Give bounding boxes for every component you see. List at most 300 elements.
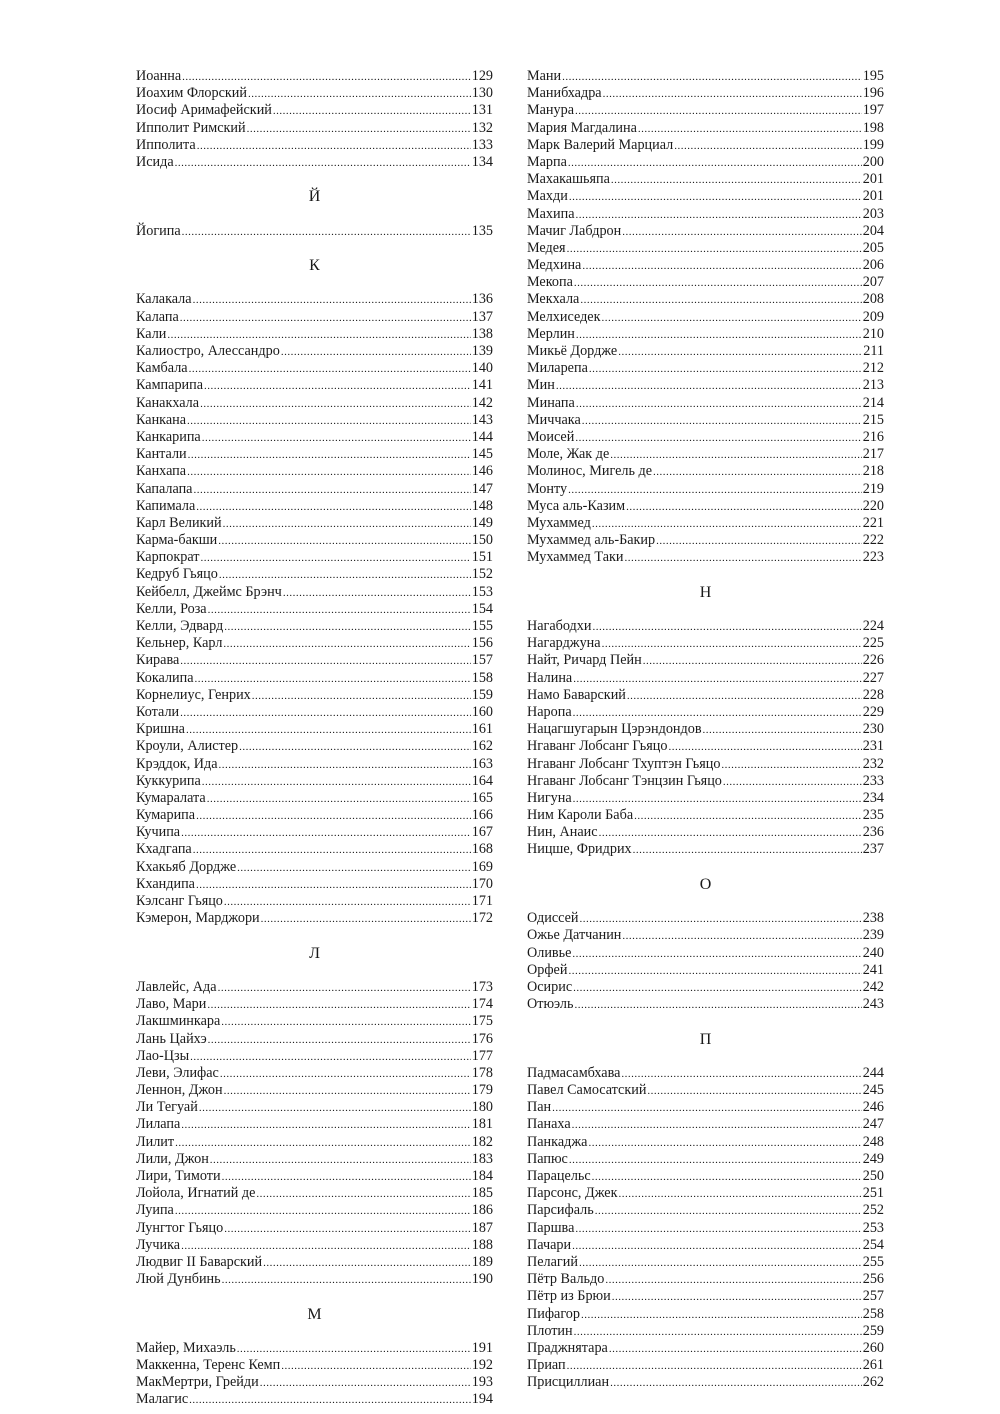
entry-name: Лаво, Мари <box>136 996 207 1013</box>
entry-page-number: 186 <box>471 1202 493 1219</box>
dot-leader <box>199 1100 471 1117</box>
entry-name: Папюс <box>527 1150 568 1167</box>
index-entry <box>527 360 884 377</box>
entry-page-number: 150 <box>471 532 493 549</box>
entry-name: Мекхала <box>527 291 580 308</box>
entry-name: Кхадгапа <box>136 841 192 858</box>
dot-leader <box>572 1117 862 1134</box>
entry-page-number: 230 <box>862 721 884 738</box>
entry-page-number: 137 <box>471 308 493 325</box>
entry-page-number: 200 <box>862 153 884 170</box>
index-entry <box>527 635 884 652</box>
index-entry <box>527 1202 884 1219</box>
index-entry <box>527 257 884 274</box>
entry-name: Найт, Ричард Пейн <box>527 652 642 669</box>
entry-page-number: 253 <box>862 1219 884 1236</box>
index-entry <box>527 807 884 824</box>
dot-leader <box>592 1169 862 1186</box>
dot-leader <box>721 757 861 774</box>
index-entry <box>527 154 884 171</box>
entry-name: Канкана <box>136 411 187 428</box>
entry-page-number: 242 <box>862 978 884 995</box>
index-entry <box>527 704 884 721</box>
dot-leader <box>186 722 471 739</box>
entry-name: Кейбелл, Джеймс Брэнч <box>136 583 282 600</box>
index-entry <box>136 532 493 549</box>
dot-leader <box>574 997 861 1014</box>
index-entry <box>136 773 493 790</box>
entry-page-number: 133 <box>471 136 493 153</box>
entry-name: Медея <box>527 239 566 256</box>
dot-leader <box>609 1341 862 1358</box>
entry-name: Оливье <box>527 944 572 961</box>
entry-name: Нгаванг Лобсанг Тхуптэн Гьяцо <box>527 755 721 772</box>
index-entry <box>527 377 884 394</box>
entry-name: Наропа <box>527 703 572 720</box>
index-entry <box>527 910 884 927</box>
entry-name: Ожье Датчанин <box>527 927 622 944</box>
index-entry <box>136 618 493 635</box>
entry-page-number: 255 <box>862 1253 884 1270</box>
entry-page-number: 149 <box>471 514 493 531</box>
dot-leader <box>283 585 471 602</box>
index-entry <box>527 1151 884 1168</box>
entry-name: Лучика <box>136 1236 181 1253</box>
dot-leader <box>195 671 471 688</box>
index-entry <box>136 704 493 721</box>
entry-name: Кедруб Гьяцо <box>136 566 218 583</box>
dot-leader <box>622 928 861 945</box>
entry-name: Кхакьяб Дордже <box>136 858 237 875</box>
entry-name: Кельнер, Карл <box>136 635 223 652</box>
entry-page-number: 182 <box>471 1133 493 1150</box>
entry-name: Одиссей <box>527 910 579 927</box>
entry-name: Плотин <box>527 1322 573 1339</box>
dot-leader <box>193 842 471 859</box>
index-entry <box>136 1168 493 1185</box>
entry-page-number: 162 <box>471 738 493 755</box>
entry-name: Молинос, Мигель де <box>527 463 653 480</box>
dot-leader <box>281 344 471 361</box>
index-entry <box>527 171 884 188</box>
entry-name: Мухаммед <box>527 514 591 531</box>
entry-page-number: 249 <box>862 1150 884 1167</box>
entry-page-number: 132 <box>471 119 493 136</box>
entry-name: Миларепа <box>527 360 588 377</box>
dot-leader <box>601 310 861 327</box>
dot-leader <box>180 653 470 670</box>
entry-page-number: 237 <box>862 841 884 858</box>
entry-name: Лань Цайхэ <box>136 1030 207 1047</box>
entry-page-number: 206 <box>862 257 884 274</box>
dot-leader <box>189 361 471 378</box>
index-entry <box>136 1065 493 1082</box>
entry-page-number: 130 <box>471 85 493 102</box>
index-entry <box>136 1220 493 1237</box>
entry-name: Келли, Эдвард <box>136 618 224 634</box>
index-entry <box>527 498 884 515</box>
dot-leader <box>247 121 471 138</box>
index-entry <box>136 1031 493 1048</box>
entry-page-number: 168 <box>471 841 493 858</box>
dot-leader <box>611 172 862 189</box>
index-entry <box>136 446 493 463</box>
index-entry <box>527 463 884 480</box>
index-entry <box>136 102 493 119</box>
dot-leader <box>180 310 471 327</box>
dot-leader <box>612 1289 862 1306</box>
entry-page-number: 235 <box>862 807 884 824</box>
index-entry <box>527 618 884 635</box>
entry-page-number: 165 <box>471 789 493 806</box>
entry-name: Паршва <box>527 1219 575 1236</box>
entry-page-number: 191 <box>471 1339 493 1356</box>
dot-leader <box>569 1152 862 1169</box>
section-letter-heading: Н <box>699 583 712 601</box>
index-entry <box>136 687 493 704</box>
index-entry <box>136 635 493 652</box>
entry-page-number: 190 <box>471 1271 493 1288</box>
entry-name: Парацельс <box>527 1168 591 1184</box>
entry-name: Мерлин <box>527 325 575 342</box>
dot-leader <box>567 241 862 258</box>
dot-leader <box>175 1203 471 1220</box>
index-entry <box>527 291 884 308</box>
index-entry <box>527 756 884 773</box>
dot-leader <box>200 550 470 567</box>
index-entry <box>527 687 884 704</box>
entry-page-number: 212 <box>862 360 884 377</box>
dot-leader <box>196 499 470 516</box>
entry-page-number: 174 <box>471 996 493 1013</box>
index-entry <box>136 498 493 515</box>
entry-name: Мухаммед аль-Бакир <box>527 532 656 549</box>
dot-leader <box>222 1272 471 1289</box>
entry-name: Пан <box>527 1099 552 1116</box>
entry-name: Малагис <box>136 1391 189 1408</box>
dot-leader <box>187 413 471 430</box>
entry-page-number: 226 <box>862 652 884 669</box>
index-entry <box>527 945 884 962</box>
dot-leader <box>167 327 470 344</box>
entry-page-number: 203 <box>862 205 884 222</box>
entry-name: Махди <box>527 188 568 205</box>
index-entry <box>527 395 884 412</box>
entry-page-number: 164 <box>471 772 493 789</box>
index-entry <box>136 824 493 841</box>
entry-page-number: 135 <box>471 222 493 239</box>
dot-leader <box>237 860 471 877</box>
dot-leader <box>224 619 470 636</box>
index-entry <box>136 790 493 807</box>
index-entry <box>136 1374 493 1391</box>
entry-page-number: 251 <box>862 1185 884 1202</box>
dot-leader <box>175 155 471 172</box>
dot-leader <box>573 671 861 688</box>
entry-name: Майер, Михаэль <box>136 1339 236 1356</box>
index-entry <box>136 1271 493 1288</box>
dot-leader <box>218 533 470 550</box>
dot-leader <box>568 963 861 980</box>
entry-page-number: 147 <box>471 480 493 497</box>
entry-page-number: 208 <box>862 291 884 308</box>
entry-name: Кумарипа <box>136 807 196 824</box>
entry-name: Муса аль-Казим <box>527 497 626 514</box>
entry-name: Леннон, Джон <box>136 1082 223 1099</box>
entry-page-number: 261 <box>862 1357 884 1374</box>
entry-name: Лили, Джон <box>136 1150 209 1167</box>
entry-name: Луипа <box>136 1202 174 1219</box>
dot-leader <box>579 1255 862 1272</box>
entry-name: Манибхадра <box>527 85 602 102</box>
entry-name: Ли Тегуай <box>136 1099 198 1116</box>
entry-name: МакМертри, Грейди <box>136 1374 259 1391</box>
entry-page-number: 139 <box>471 343 493 359</box>
entry-name: Маккенна, Теренс Кемп <box>136 1357 281 1374</box>
index-entry <box>527 790 884 807</box>
index-entry <box>136 137 493 154</box>
entry-page-number: 258 <box>862 1305 884 1322</box>
entry-page-number: 192 <box>471 1357 493 1374</box>
entry-page-number: 188 <box>471 1236 493 1253</box>
dot-leader <box>599 825 862 842</box>
index-column-left <box>136 68 493 1409</box>
dot-leader <box>580 911 862 928</box>
entry-name: Кирава <box>136 652 180 669</box>
dot-leader <box>674 138 861 155</box>
entry-name: Медхина <box>527 257 582 274</box>
entry-name: Иоанна <box>136 68 182 84</box>
index-entry <box>136 670 493 687</box>
entry-page-number: 240 <box>862 944 884 961</box>
dot-leader <box>252 688 471 705</box>
index-entry <box>527 1306 884 1323</box>
entry-name: Лунгтог Гьяцо <box>136 1219 224 1236</box>
entry-page-number: 227 <box>862 669 884 686</box>
dot-leader <box>219 757 471 774</box>
entry-name: Праджнятара <box>527 1339 608 1356</box>
dot-leader <box>197 138 471 155</box>
index-entry <box>136 1134 493 1151</box>
index-entry <box>527 429 884 446</box>
dot-leader <box>573 791 862 808</box>
entry-page-number: 163 <box>471 755 493 772</box>
entry-name: Камбала <box>136 360 188 377</box>
entry-name: Мекопа <box>527 274 573 291</box>
index-entry <box>527 1099 884 1116</box>
dot-leader <box>610 1375 862 1392</box>
entry-name: Калакала <box>136 291 192 308</box>
dot-leader <box>603 86 862 103</box>
index-entry <box>136 859 493 876</box>
index-entry <box>136 120 493 137</box>
entry-page-number: 166 <box>471 807 493 824</box>
entry-page-number: 176 <box>471 1030 493 1047</box>
entry-name: Нагарджуна <box>527 635 601 652</box>
entry-page-number: 183 <box>471 1150 493 1167</box>
entry-name: Пачари <box>527 1236 572 1253</box>
dot-leader <box>581 1307 862 1324</box>
entry-name: Кришна <box>136 721 185 738</box>
index-entry <box>527 85 884 102</box>
index-entry <box>136 1202 493 1219</box>
dot-leader <box>643 653 862 670</box>
dot-leader <box>605 1272 861 1289</box>
index-entry <box>136 1185 493 1202</box>
index-entry <box>136 996 493 1013</box>
entry-page-number: 231 <box>862 738 884 755</box>
entry-page-number: 153 <box>471 583 493 600</box>
index-entry <box>136 481 493 498</box>
dot-leader <box>619 1186 862 1203</box>
entry-page-number: 180 <box>471 1099 493 1116</box>
index-entry <box>527 206 884 223</box>
index-entry <box>527 1374 884 1391</box>
dot-leader <box>208 602 471 619</box>
dot-leader <box>592 619 861 636</box>
index-entry <box>527 481 884 498</box>
entry-name: Минапа <box>527 394 575 411</box>
entry-page-number: 177 <box>471 1047 493 1064</box>
index-entry <box>136 893 493 910</box>
dot-leader <box>569 189 862 206</box>
entry-name: Павел Самосатский <box>527 1082 647 1099</box>
entry-name: Нин, Анаис <box>527 824 598 841</box>
entry-name: Корнелиус, Генрих <box>136 686 251 703</box>
dot-leader <box>202 430 471 447</box>
entry-page-number: 198 <box>862 119 884 136</box>
entry-name: Нигуна <box>527 789 572 806</box>
entry-page-number: 211 <box>863 343 884 359</box>
entry-name: Лавлейс, Ада <box>136 978 217 995</box>
entry-page-number: 199 <box>862 136 884 153</box>
entry-name: Канхапа <box>136 463 187 480</box>
entry-page-number: 228 <box>862 686 884 703</box>
dot-leader <box>595 1203 862 1220</box>
dot-leader <box>552 1100 862 1117</box>
entry-page-number: 178 <box>471 1064 493 1081</box>
entry-page-number: 210 <box>862 325 884 342</box>
entry-name: Карпократ <box>136 549 200 566</box>
entry-page-number: 194 <box>471 1391 493 1408</box>
dot-leader <box>224 1221 470 1238</box>
dot-leader <box>187 464 471 481</box>
dot-leader <box>223 636 470 653</box>
dot-leader <box>188 447 471 464</box>
entry-name: Намо Баварский <box>527 686 626 703</box>
dot-leader <box>196 808 471 825</box>
entry-page-number: 160 <box>471 703 493 720</box>
entry-name: Кокалипа <box>136 669 194 686</box>
index-entry <box>136 652 493 669</box>
entry-name: Пифагор <box>527 1305 580 1322</box>
entry-name: Мелхиседек <box>527 308 601 325</box>
index-entry <box>527 1220 884 1237</box>
entry-page-number: 138 <box>471 325 493 342</box>
entry-page-number: 187 <box>471 1219 493 1236</box>
entry-page-number: 131 <box>471 102 493 119</box>
index-entry <box>136 326 493 343</box>
index-entry <box>527 240 884 257</box>
index-entry <box>527 412 884 429</box>
dot-leader <box>589 361 862 378</box>
entry-page-number: 236 <box>862 824 884 841</box>
index-entry <box>527 721 884 738</box>
dot-leader <box>210 1152 471 1169</box>
entry-page-number: 246 <box>862 1099 884 1116</box>
dot-leader <box>575 1221 861 1238</box>
entry-page-number: 189 <box>471 1253 493 1270</box>
entry-page-number: 146 <box>471 463 493 480</box>
dot-leader <box>653 464 862 481</box>
entry-page-number: 169 <box>471 858 493 875</box>
dot-leader <box>196 877 471 894</box>
entry-page-number: 215 <box>862 411 884 428</box>
entry-name: Ипполита <box>136 136 196 153</box>
index-entry <box>136 807 493 824</box>
entry-page-number: 173 <box>471 978 493 995</box>
index-entry <box>527 1254 884 1271</box>
entry-page-number: 233 <box>862 772 884 789</box>
entry-name: Падмасамбхава <box>527 1064 621 1081</box>
entry-page-number: 239 <box>862 927 884 944</box>
entry-page-number: 140 <box>471 360 493 377</box>
entry-name: Моисей <box>527 428 575 445</box>
dot-leader <box>592 516 862 533</box>
index-entry <box>527 962 884 979</box>
index-entry <box>136 1082 493 1099</box>
entry-page-number: 161 <box>471 721 493 738</box>
entry-name: Налина <box>527 669 573 686</box>
entry-name: Лакшминкара <box>136 1013 221 1030</box>
entry-name: Капимала <box>136 497 196 514</box>
entry-page-number: 151 <box>471 549 493 566</box>
dot-leader <box>181 1117 470 1134</box>
entry-name: Пётр Вальдо <box>527 1271 605 1288</box>
index-entry <box>136 910 493 927</box>
dot-leader <box>580 292 861 309</box>
dot-leader <box>647 1083 861 1100</box>
dot-leader <box>221 1014 470 1031</box>
entry-page-number: 241 <box>862 961 884 978</box>
entry-page-number: 142 <box>471 394 493 411</box>
entry-name: Куккурипа <box>136 772 201 789</box>
entry-page-number: 201 <box>862 188 884 205</box>
index-entry <box>527 137 884 154</box>
entry-page-number: 155 <box>471 618 493 634</box>
entry-page-number: 136 <box>471 291 493 308</box>
entry-name: Лилапа <box>136 1116 181 1133</box>
entry-name: Микьё Дордже <box>527 343 618 359</box>
dot-leader <box>723 774 862 791</box>
entry-page-number: 222 <box>862 532 884 549</box>
dot-leader <box>237 1341 471 1358</box>
entry-name: Иоахим Флорский <box>136 85 247 102</box>
entry-page-number: 214 <box>862 394 884 411</box>
dot-leader <box>208 1032 471 1049</box>
index-entry <box>136 601 493 618</box>
entry-page-number: 171 <box>471 893 493 909</box>
dot-leader <box>181 825 471 842</box>
entry-page-number: 245 <box>862 1082 884 1099</box>
index-entry <box>136 1099 493 1116</box>
index-entry <box>527 309 884 326</box>
section-letter-heading: О <box>699 875 712 893</box>
index-entry <box>527 343 884 360</box>
index-entry <box>136 841 493 858</box>
dot-leader <box>627 688 862 705</box>
entry-name: Манура <box>527 102 574 119</box>
